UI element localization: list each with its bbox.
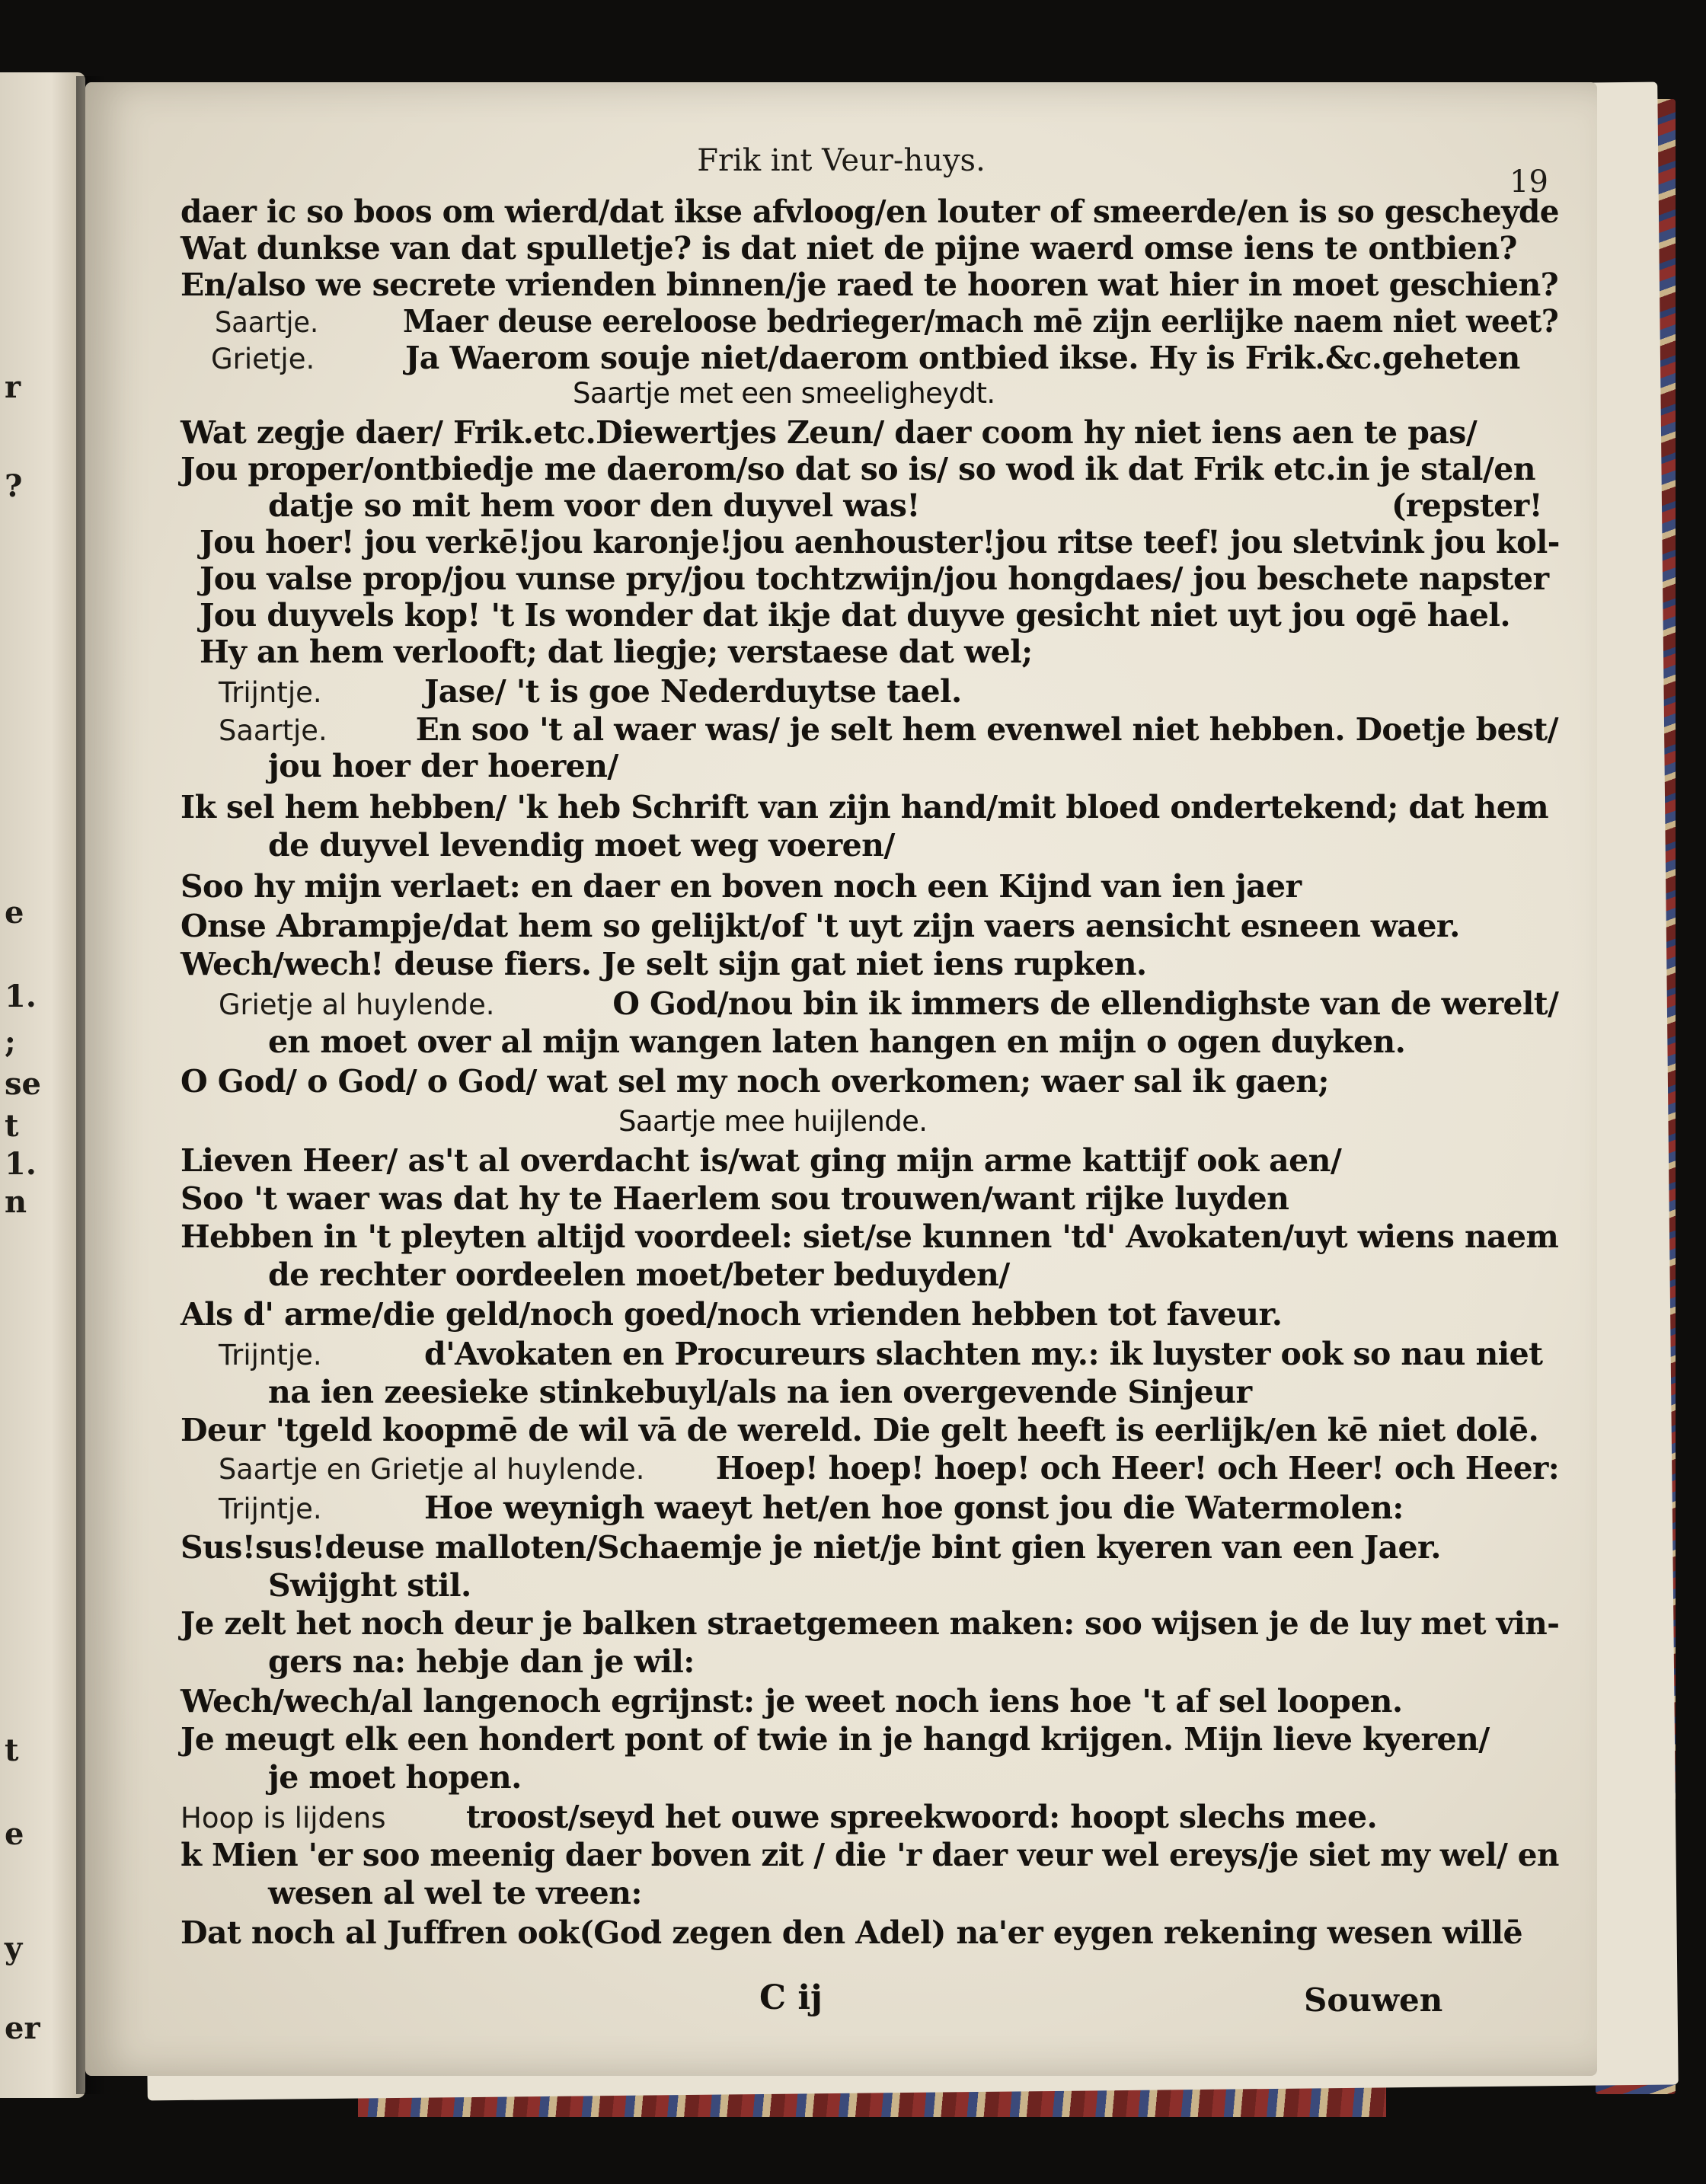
- stage-direction: Saartje mee huijlende.: [618, 1105, 928, 1138]
- line-text: Hoep! hoep! hoep! och Heer! och Heer! och Heer:: [715, 1450, 1560, 1486]
- text-line: [215, 303, 1559, 340]
- text-line: Je meugt elk een hondert pont of twie in je hangd krijgen. Mijn lieve kyeren/: [181, 1721, 1490, 1758]
- text-line: Wat zegje daer/ Frik.etc.Diewertjes Zeun/ daer coom hy niet iens aen te pas/: [181, 414, 1478, 451]
- text-line: [211, 340, 1520, 376]
- text-line: Jou proper/ontbiedje me daerom/so dat so is/ so wod ik dat Frik etc.in je stal/en: [181, 451, 1535, 487]
- line-text: Hoe weynigh waeyt het/en hoe gonst jou die Watermolen:: [424, 1490, 1404, 1526]
- text-line: Swijght stil.: [268, 1567, 471, 1604]
- left-fragment: t: [5, 1732, 19, 1768]
- text-line: Als d' arme/die geld/noch goed/noch vrienden hebben tot faveur.: [181, 1296, 1283, 1333]
- speaker-label: Hoop is lijdens: [181, 1802, 386, 1834]
- text-line: [573, 377, 995, 410]
- left-fragment: y: [5, 1930, 23, 1966]
- text-line: [219, 711, 1558, 748]
- line-text: d'Avokaten en Procureurs slachten my.: ik luyster ook so nau niet: [424, 1336, 1543, 1372]
- line-text: Ja Waerom souje niet/daerom ontbied ikse. Hy is Frik.&c.geheten: [405, 340, 1520, 376]
- text-line: O God/ o God/ o God/ wat sel my noch overkomen; waer sal ik gaen;: [181, 1063, 1329, 1100]
- text-line: Soo hy mijn verlaet: en daer en boven noch een Kijnd van ien jaer: [181, 868, 1302, 905]
- catchword: Souwen: [1304, 1981, 1443, 2019]
- text-line: Soo 't waer was dat hy te Haerlem sou trouwen/want rijke luyden: [181, 1180, 1289, 1217]
- text-line: Sus!sus!deuse malloten/Schaemje je niet/je bint gien kyeren van een Jaer.: [181, 1529, 1441, 1566]
- left-fragment: 1.: [5, 979, 37, 1014]
- text-line: [181, 1799, 1378, 1835]
- line-text: Maer deuse eereloose bedrieger/mach mē zijn eerlijke naem niet weet?: [403, 303, 1559, 340]
- left-fragment: ;: [5, 1024, 16, 1060]
- left-fragment: er: [5, 2010, 40, 2046]
- text-line: Wech/wech! deuse fiers. Je selt sijn gat niet iens rupken.: [181, 946, 1147, 982]
- speaker-label: Saartje en Grietje al huylende.: [219, 1453, 645, 1486]
- left-fragment: e: [5, 895, 24, 931]
- speaker-label: Trijntje.: [219, 676, 322, 709]
- text-line: Jou hoer! jou verkē!jou karonje!jou aenhouster!jou ritse teef! jou sletvink jou kol-: [200, 524, 1560, 560]
- speaker-label: Saartje.: [219, 714, 327, 747]
- left-fragment: ?: [5, 468, 23, 504]
- printed-page: [85, 82, 1597, 2076]
- text-line: Deur 'tgeld koopmē de wil vā de wereld. Die gelt heeft is eerlijk/en kē niet dolē.: [181, 1412, 1539, 1448]
- text-line: [219, 1336, 1543, 1372]
- running-header: Frik int Veur-huys.: [697, 143, 986, 178]
- left-fragment: r: [5, 369, 21, 405]
- text-line: En/also we secrete vrienden binnen/je raed te hooren wat hier in moet geschien?: [181, 267, 1559, 303]
- text-line: daer ic so boos om wierd/dat ikse afvloog/en louter of smeerde/en is so gescheyde: [181, 193, 1559, 230]
- text-line: Jou duyvels kop! 't Is wonder dat ikje dat duyve gesicht niet uyt jou ogē hael.: [200, 597, 1511, 634]
- text-line: Hebben in 't pleyten altijd voordeel: siet/se kunnen 'td' Avokaten/uyt wiens naem: [181, 1218, 1559, 1255]
- text-line: Hy an hem verlooft; dat liegje; verstaese dat wel;: [200, 634, 1033, 670]
- text-line: en moet over al mijn wangen laten hangen en mijn o ogen duyken.: [268, 1023, 1406, 1060]
- text-line: Ik sel hem hebben/ 'k heb Schrift van zijn hand/mit bloed ondertekend; dat hem: [181, 789, 1548, 825]
- line-text: O God/nou bin ik immers de ellendighste van de werelt/: [612, 985, 1559, 1022]
- speaker-label: Grietje.: [211, 343, 315, 375]
- text-line: Onse Abrampje/dat hem so gelijkt/of 't uyt zijn vaers aensicht esneen waer.: [181, 908, 1460, 944]
- text-line: Wat dunkse van dat spulletje? is dat niet de pijne waerd omse iens te ontbien?: [181, 230, 1517, 267]
- text-line: Wech/wech/al langenoch egrijnst: je weet noch iens hoe 't af sel loopen.: [181, 1683, 1403, 1719]
- text-line: wesen al wel te vreen:: [268, 1875, 642, 1911]
- speaker-label: Trijntje.: [219, 1339, 322, 1371]
- text-line: jou hoer der hoeren/: [268, 748, 618, 784]
- text-line: [219, 1490, 1404, 1526]
- speaker-label: Saartje.: [215, 306, 319, 339]
- text-line: Jou valse prop/jou vunse pry/jou tochtzwijn/jou hongdaes/ jou beschete napster: [200, 560, 1549, 597]
- text-line: (repster!: [1391, 487, 1543, 524]
- page-number: 19: [1510, 164, 1548, 200]
- speaker-label: Trijntje.: [219, 1493, 322, 1525]
- line-text: troost/seyd het ouwe spreekwoord: hoopt slechs mee.: [466, 1799, 1378, 1835]
- text-line: de duyvel levendig moet weg voeren/: [268, 827, 895, 864]
- text-line: k Mien 'er soo meenig daer boven zit / die 'r daer veur wel ereys/je siet my wel/ en: [181, 1837, 1559, 1873]
- text-line: [219, 673, 962, 710]
- text-line: Lieven Heer/ as't al overdacht is/wat ging mijn arme kattijf ook aen/: [181, 1142, 1342, 1179]
- speaker-label: Grietje al huylende.: [219, 988, 495, 1021]
- text-line: gers na: hebje dan je wil:: [268, 1643, 695, 1680]
- stage-direction: Saartje met een smeeligheydt.: [573, 377, 995, 410]
- left-fragment: e: [5, 1816, 24, 1852]
- text-line: [618, 1105, 928, 1138]
- line-text: Jase/ 't is goe Nederduytse tael.: [424, 673, 962, 710]
- text-line: Je zelt het noch deur je balken straetgemeen maken: soo wijsen je de luy met vin-: [181, 1605, 1560, 1642]
- left-fragment: se: [5, 1066, 41, 1102]
- text-line: de rechter oordeelen moet/beter beduyden/: [268, 1256, 1010, 1293]
- text-line: na ien zeesieke stinkebuyl/als na ien overgevende Sinjeur: [268, 1374, 1252, 1410]
- text-line: [219, 1450, 1560, 1486]
- text-line: Dat noch al Juffren ook(God zegen den Adel) na'er eygen rekening wesen willē: [181, 1914, 1522, 1951]
- left-fragment: t: [5, 1108, 19, 1144]
- left-page-edge: [0, 72, 85, 2098]
- left-fragment: n: [5, 1184, 27, 1220]
- left-fragment: 1.: [5, 1146, 37, 1182]
- line-text: En soo 't al waer was/ je selt hem evenwel niet hebben. Doetje best/: [415, 711, 1558, 748]
- signature-mark: C ij: [759, 1978, 823, 2017]
- text-line: [219, 985, 1559, 1022]
- text-line: je moet hopen.: [268, 1759, 522, 1796]
- text-line: datje so mit hem voor den duyvel was!: [268, 487, 920, 524]
